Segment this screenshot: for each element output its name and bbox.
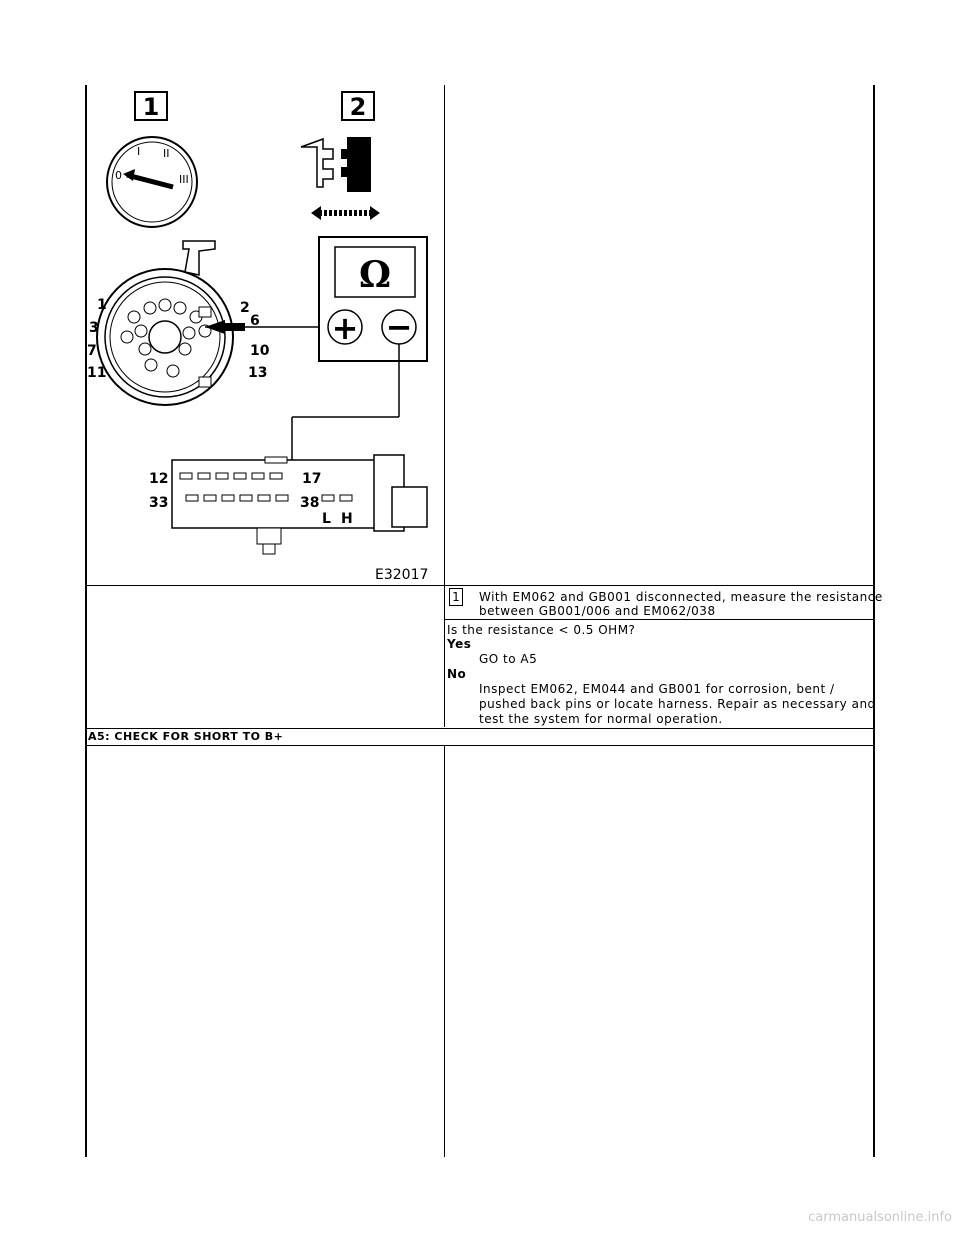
section-heading: A5: CHECK FOR SHORT TO B+ bbox=[88, 730, 284, 743]
step-number-badge: 1 bbox=[449, 588, 463, 606]
column-divider-top bbox=[444, 85, 445, 727]
pin-label: 2 bbox=[240, 300, 250, 316]
no-action-line-1: Inspect EM062, EM044 and GB001 for corrosion, bent / bbox=[479, 682, 835, 696]
no-label: No bbox=[447, 667, 467, 681]
step-instruction-line-2: between GB001/006 and EM062/038 bbox=[479, 604, 716, 618]
probe-plus-symbol: + bbox=[331, 309, 359, 347]
connector-label: 12 bbox=[149, 471, 169, 487]
ohm-symbol: Ω bbox=[358, 254, 392, 296]
svg-text:II: II bbox=[163, 147, 170, 160]
disconnected-connector-icon bbox=[301, 137, 380, 220]
yes-label: Yes bbox=[447, 637, 472, 651]
row-divider-3 bbox=[85, 728, 875, 729]
watermark-text: carmanualsonline.info bbox=[808, 1210, 952, 1225]
callout-1-text: 1 bbox=[142, 93, 160, 121]
connector-label: 38 bbox=[300, 495, 320, 511]
row-divider-2 bbox=[444, 619, 875, 620]
watermark bbox=[0, 1210, 960, 1225]
connector-label: L bbox=[322, 511, 331, 527]
no-action-line-3: test the system for normal operation. bbox=[479, 712, 723, 726]
pin-label: 10 bbox=[250, 343, 270, 359]
column-divider-bottom bbox=[444, 746, 445, 1157]
connector-label: 17 bbox=[302, 471, 322, 487]
pin-label: 11 bbox=[87, 365, 107, 381]
pin-label: 13 bbox=[248, 365, 268, 381]
question-text: Is the resistance < 0.5 OHM? bbox=[447, 623, 636, 637]
ohmmeter-icon bbox=[319, 237, 427, 361]
row-divider-1 bbox=[85, 585, 875, 586]
connector-label: H bbox=[341, 511, 353, 527]
ignition-switch-icon bbox=[107, 137, 197, 227]
callout-box-1 bbox=[135, 92, 167, 121]
figure-id: E32017 bbox=[375, 567, 429, 583]
no-action-line-2: pushed back pins or locate harness. Repair as necessary and bbox=[479, 697, 876, 711]
pin-label: 3 bbox=[89, 320, 99, 336]
callout-box-2 bbox=[342, 92, 374, 121]
yes-action-link[interactable]: GO to A5 bbox=[479, 652, 538, 666]
pin-label: 6 bbox=[250, 313, 260, 329]
pin-label: 1 bbox=[97, 297, 107, 313]
callout-2-text: 2 bbox=[349, 93, 367, 121]
pin-label: 7 bbox=[87, 343, 97, 359]
svg-text:0: 0 bbox=[115, 169, 122, 182]
row-divider-4 bbox=[85, 745, 875, 746]
svg-text:III: III bbox=[179, 173, 189, 186]
round-connector-icon bbox=[97, 241, 319, 405]
table-right-border bbox=[873, 85, 875, 1157]
connector-label: 33 bbox=[149, 495, 169, 511]
step-instruction-line-1: With EM062 and GB001 disconnected, measure the resistance bbox=[479, 590, 883, 604]
wiring-test-diagram bbox=[87, 87, 444, 583]
svg-text:I: I bbox=[137, 145, 141, 158]
probe-minus-symbol: − bbox=[385, 308, 413, 346]
